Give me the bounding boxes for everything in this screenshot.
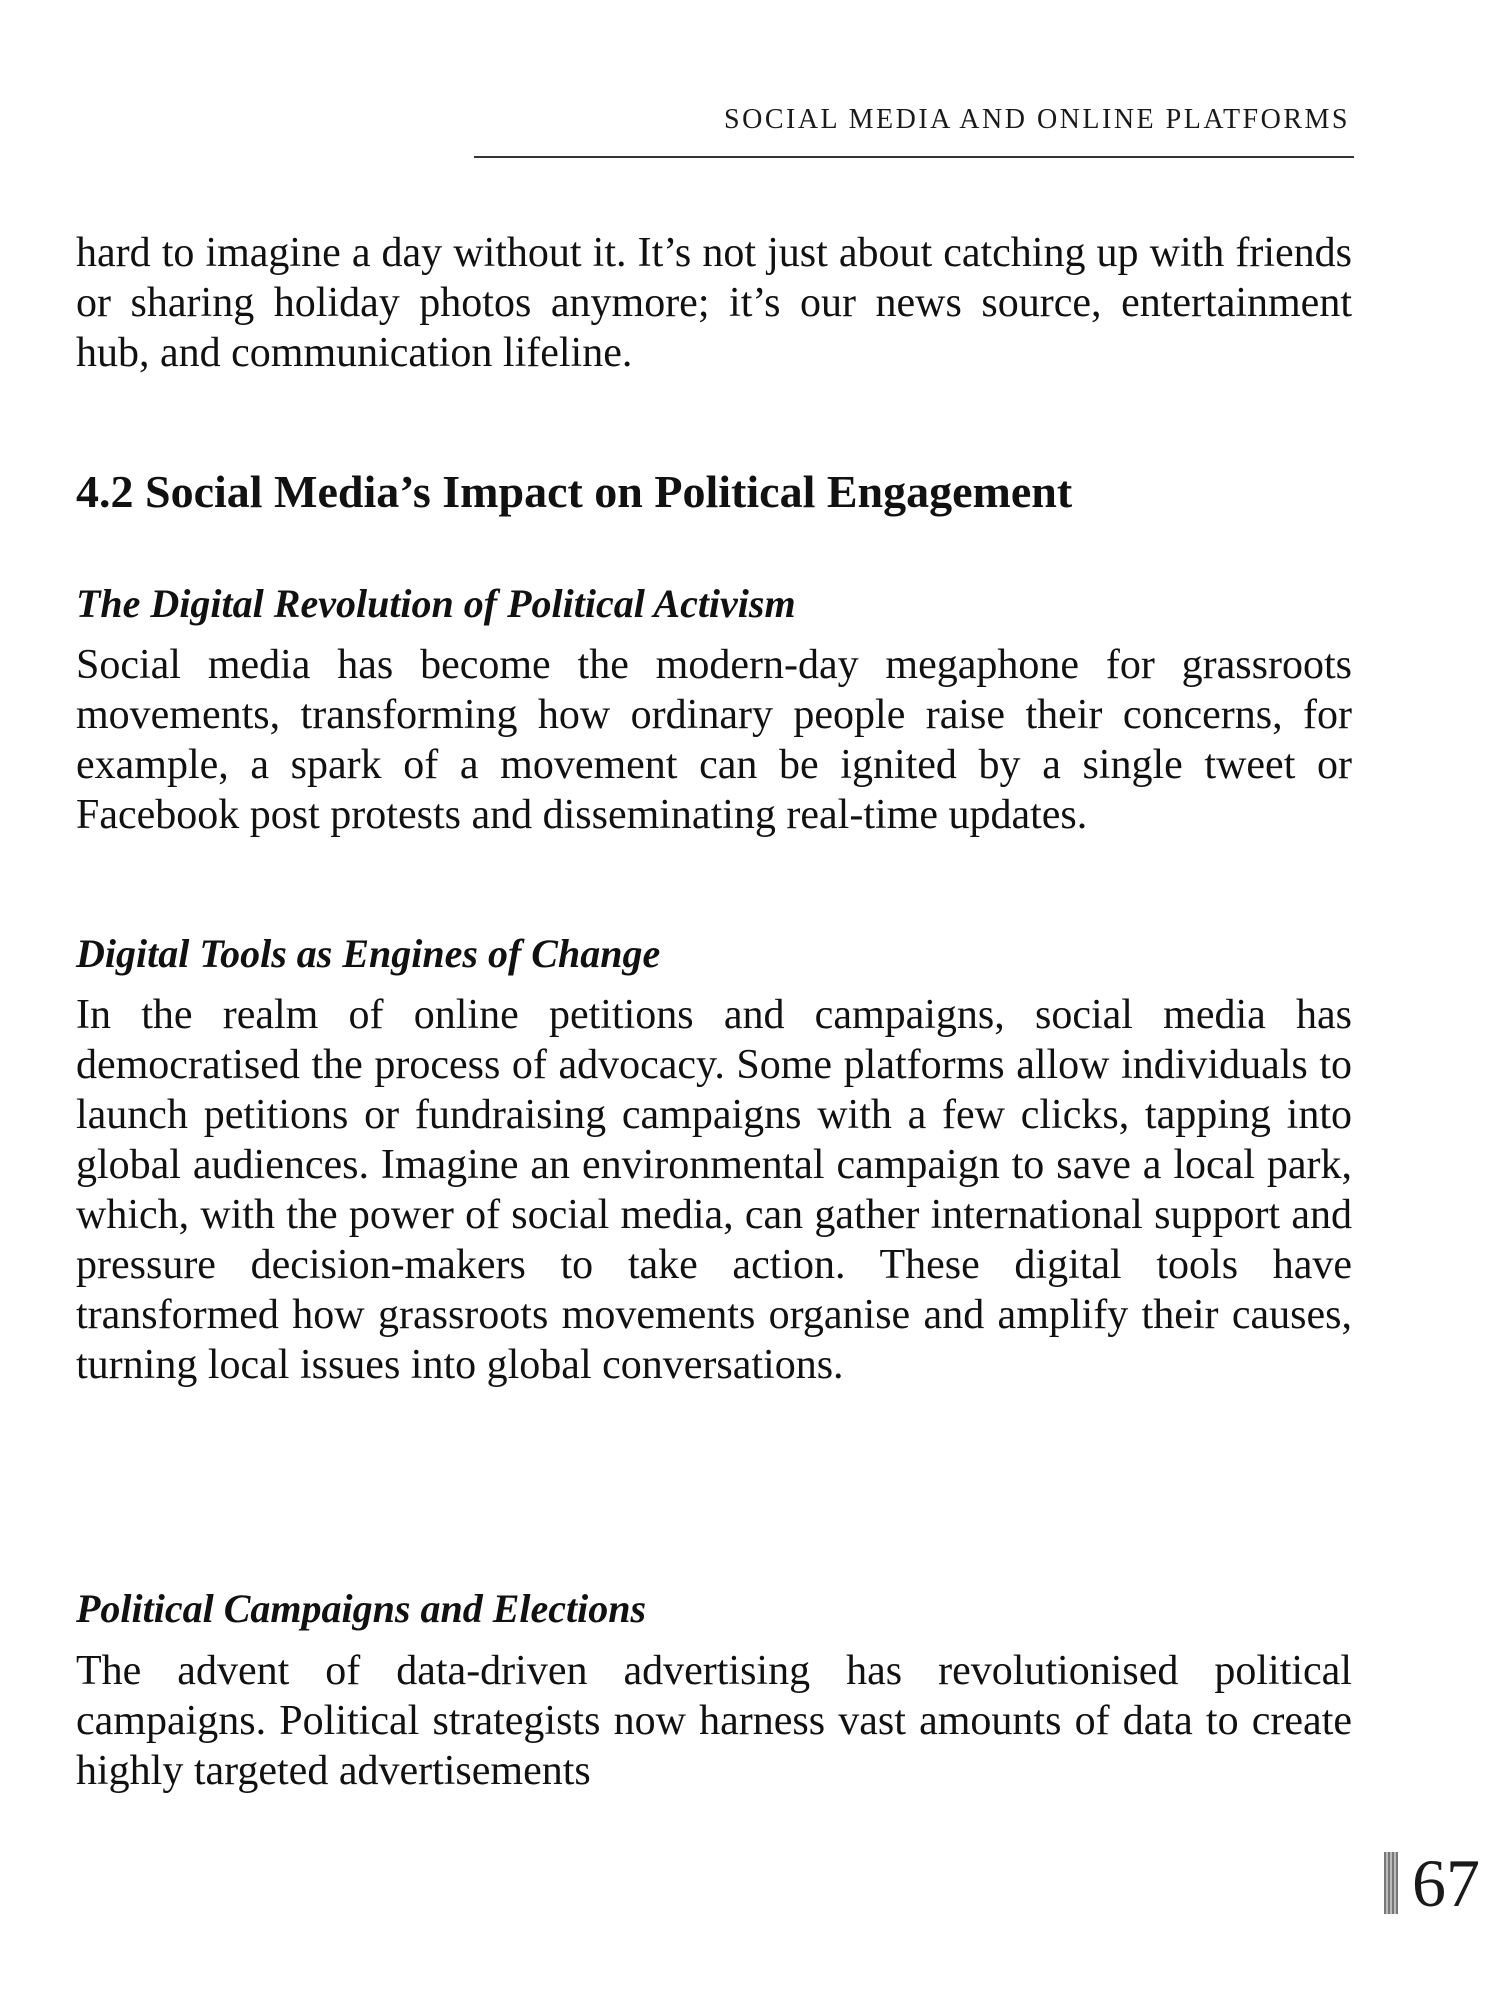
subsection-heading-activism: The Digital Revolution of Political Activism xyxy=(76,581,796,626)
subsection-paragraph-activism: Social media has become the modern-day megaphone for grassroots movements, transforming how ordinary people raise their concerns, for example, a spark of a movement can be ignited by a single tweet or Facebook post protests and disseminating real-time updates. xyxy=(76,642,1352,838)
page-number-area xyxy=(1384,1845,1480,1921)
subsection-heading-campaigns: Political Campaigns and Elections xyxy=(76,1586,647,1631)
subsection-paragraph-campaigns: The advent of data-driven advertising has revolutionised political campaigns. Political strategists now harness vast amounts of data to create highly targeted advertisements xyxy=(76,1648,1352,1794)
page-number-bar xyxy=(1384,1852,1398,1914)
subsection-heading-digital-tools: Digital Tools as Engines of Change xyxy=(76,931,661,976)
intro-paragraph: hard to imagine a day without it. It’s not just about catching up with friends or sharing holiday photos anymore; it’s our news source, entertainment hub, and communication lifeline. xyxy=(76,230,1352,376)
header-rule xyxy=(474,156,1354,158)
section-heading: 4.2 Social Media’s Impact on Political Engagement xyxy=(76,466,1073,517)
page-number: 67 xyxy=(1412,1845,1480,1921)
running-header: SOCIAL MEDIA AND ONLINE PLATFORMS xyxy=(724,104,1350,135)
subsection-paragraph-digital-tools: In the realm of online petitions and campaigns, social media has democratised the process of advocacy. Some platforms allow individuals to launch petitions or fundraising campaigns with a few clicks, tapping into global audiences. Imagine an environmental campaign to save a local park, which, with the power of social media, can gather international support and pressure decision-makers to take action. These digital tools have transformed how grassroots movements organise and amplify their causes, turning local issues into global conversations. xyxy=(76,992,1352,1388)
